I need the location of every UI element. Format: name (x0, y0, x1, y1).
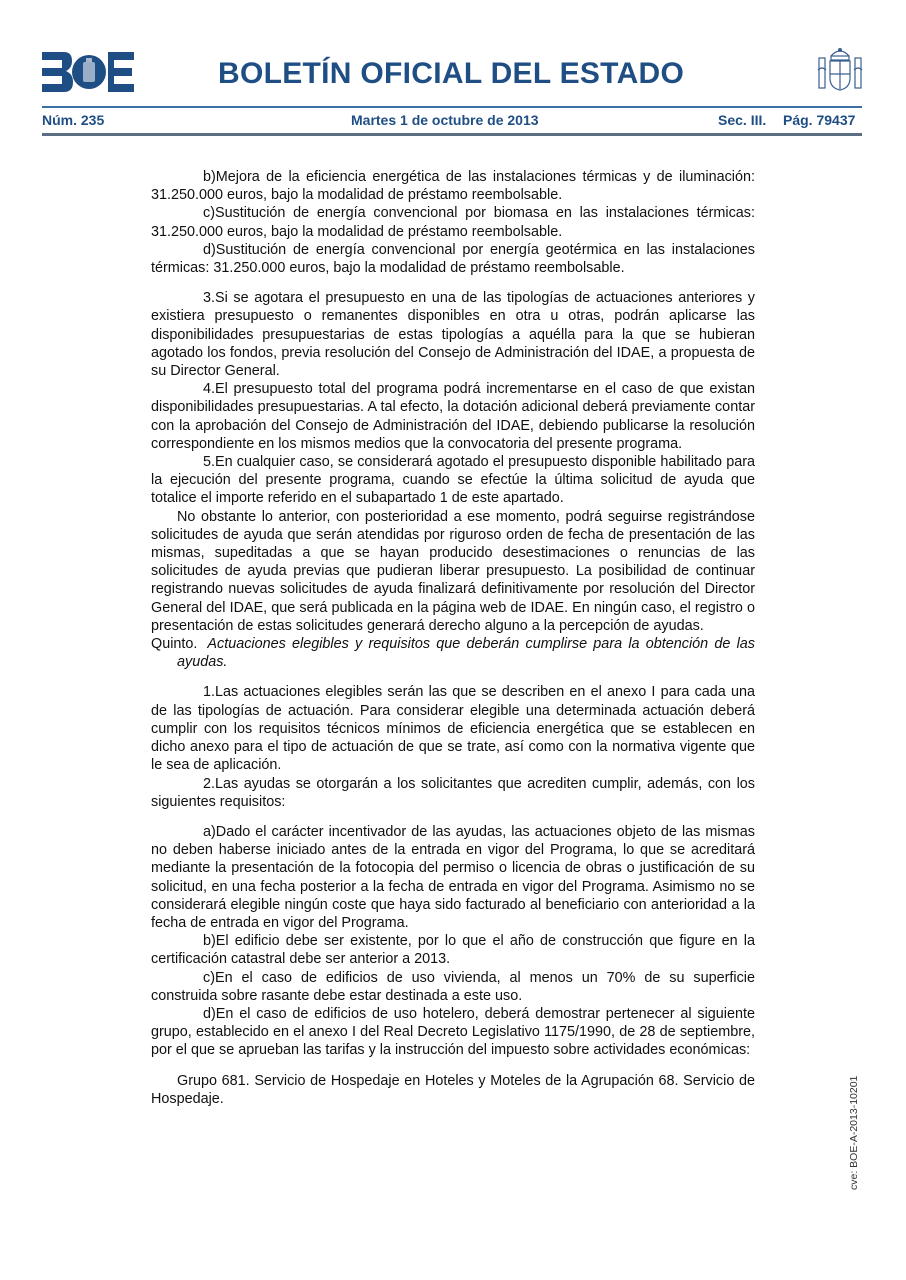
coat-of-arms-icon (816, 44, 864, 94)
requisito-d: d)En el caso de edificios de uso hotelero, deberá demostrar pertenecer al siguiente grupo, establecido en el anexo I del Real Decreto Legislativo 1175/1990, de 28 de septiembre, por el que se aprueban las tarifas y la instrucción del impuesto sobre actividades económicas: (151, 1005, 755, 1059)
issue-date: Martes 1 de octubre de 2013 (351, 112, 539, 128)
paragraph-3: 3.Si se agotara el presupuesto en una de las tipologías de actuaciones anteriores y existiera presupuesto o remanentes disponibles en otra u otras, podrán aplicarse las disponibilidades presupuestarias de estas tipologías a aquélla para la que se hubieran agotado los fondos, previa resolución del Consejo de Administración del IDAE, a propuesta de su Director General. (151, 290, 755, 380)
issue-number: Núm. 235 (42, 112, 105, 128)
quinto-point-1: 1.Las actuaciones elegibles serán las que se describen en el anexo I para cada una de las tipologías de actuación. Para considerar elegible una determinada actuación deberá cumplir con los requisitos técnicos mínimos de eficiencia energética que se establecen en dicho anexo para el tipo de actuación de que se trate, así como con la normativa vigente que le sea de aplicación. (151, 684, 755, 774)
section-label: Sec. III. (718, 112, 767, 128)
grupo-681: Grupo 681. Servicio de Hospedaje en Hoteles y Moteles de la Agrupación 68. Servicio de Hospedaje. (151, 1072, 755, 1107)
page-title: BOLETÍN OFICIAL DEL ESTADO (218, 57, 685, 90)
requisito-b: b)El edificio debe ser existente, por lo que el año de construcción que figure en la certificación catastral debe ser anterior a 2013. (151, 933, 755, 968)
paragraph-no-obstante: No obstante lo anterior, con posterioridad a ese momento, podrá seguirse registrándose solicitudes de ayuda que serán atendidas por riguroso orden de fecha de presentación de las mismas, supeditadas a que se hayan producido desestimaciones o renuncias de las solicitudes de ayuda previas que pudieran liberar presupuesto. La posibilidad de continuar registrando nuevas solicitudes de ayuda finalizará definitivamente por resolución del Director General del IDAE, que será publicada en la página web de IDAE. En ningún caso, el registro o presentación de estas solicitudes generará derecho alguno a la percepción de ayudas. (151, 508, 755, 634)
paragraph-5: 5.En cualquier caso, se considerará agotado el presupuesto disponible habilitado para la ejecución del presente programa, cuando se efectúe la última solicitud de ayuda que totalice el importe referido en el subapartado 1 de este apartado. (151, 454, 755, 507)
document-body (151, 168, 755, 1108)
paragraph-4: 4.El presupuesto total del programa podrá incrementarse en el caso de que existan disponibilidades presupuestarias. A tal efecto, la dotación adicional deberá previamente contar con la aprobación del Consejo de Administración del IDAE, debiendo publicarse la resolución correspondiente en los mismos medios que la convocatoria del presente programa. (151, 381, 755, 452)
boe-logo-icon (42, 52, 134, 92)
item-d: d)Sustitución de energía convencional por energía geotérmica en las instalaciones térmicas: 31.250.000 euros, bajo la modalidad de préstamo reembolsable. (151, 241, 755, 277)
header-rule-top (42, 106, 862, 108)
quinto-point-2: 2.Las ayudas se otorgarán a los solicitantes que acrediten cumplir, además, con los siguientes requisitos: (151, 775, 755, 810)
item-b: b)Mejora de la eficiencia energética de las instalaciones térmicas y de iluminación: 31.250.000 euros, bajo la modalidad de préstamo reembolsable. (151, 169, 755, 204)
header-rule-bottom (42, 133, 862, 136)
section-heading-quinto: Quinto. Actuaciones elegibles y requisitos que deberán cumplirse para la obtención de las ayudas. (151, 636, 755, 671)
requisito-a: a)Dado el carácter incentivador de las ayudas, las actuaciones objeto de las mismas no deben haberse iniciado antes de la entrada en vigor del Programa, lo que se acreditará mediante la presentación de la fotocopia del permiso o licencia de obras o justificación de su solicitud, en una fecha posterior a la fecha de entrada en vigor del Programa. Asimismo no se considerará elegible ningún coste que haya sido facturado al beneficiario con anterioridad a la fecha de entrada en vigor del Programa. (151, 823, 755, 931)
page-number: Pág. 79437 (783, 112, 856, 128)
requisito-c: c)En el caso de edificios de uso vivienda, al menos un 70% de su superficie construida sobre rasante debe estar destinada a este uso. (151, 969, 755, 1004)
item-c: c)Sustitución de energía convencional por biomasa en las instalaciones térmicas: 31.250.000 euros, bajo la modalidad de préstamo reembolsable. (151, 205, 755, 240)
cve-code: cve: BOE-A-2013-10201 (848, 1075, 860, 1190)
